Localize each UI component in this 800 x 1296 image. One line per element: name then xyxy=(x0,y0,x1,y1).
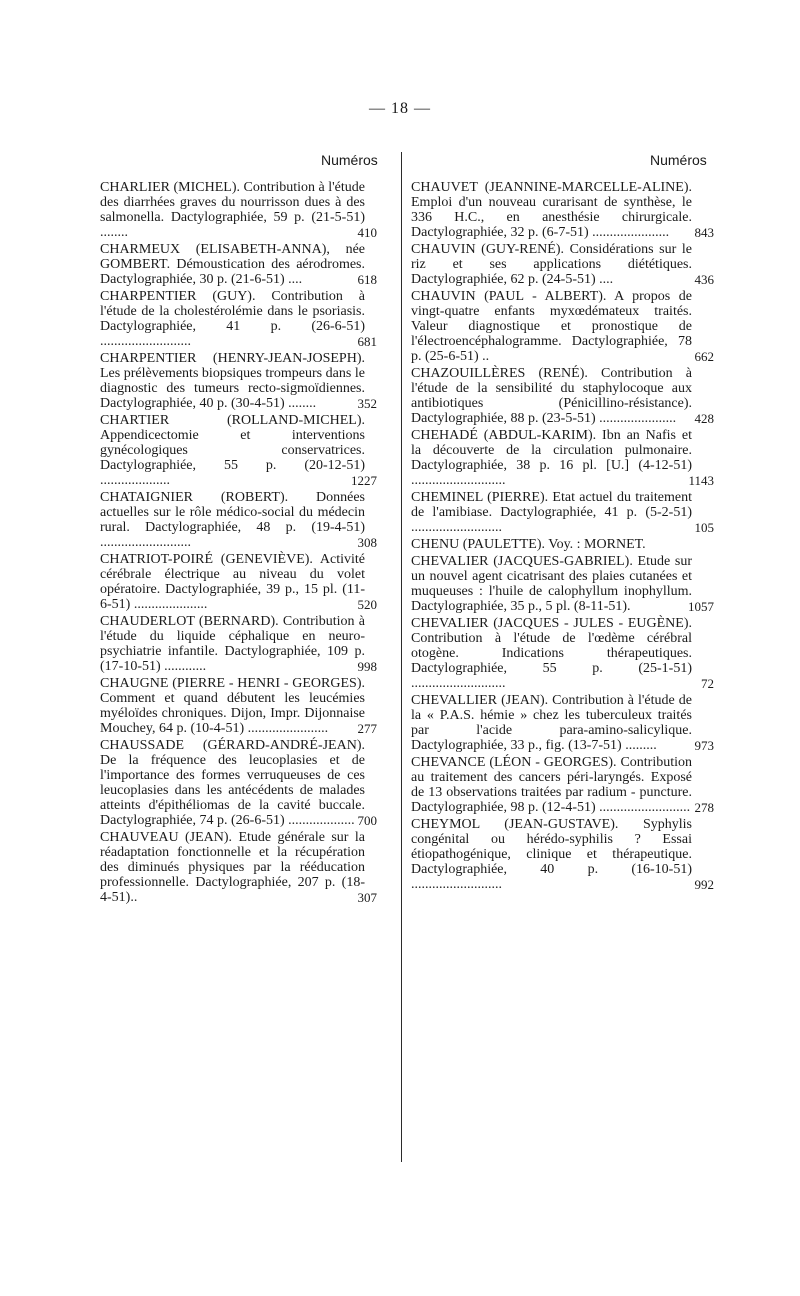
thesis-entry xyxy=(411,490,714,535)
entry-number: 308 xyxy=(357,535,377,550)
entry-text: CHEVALIER (JACQUES - JULES - EUGÈNE). Contribution à l'étude de l'œdème cérébral otogène. Indications thérapeutiques. Dactylographiée, 55 p. (25-1-51) ........................... xyxy=(411,616,692,691)
thesis-entry xyxy=(100,830,377,905)
thesis-entry xyxy=(411,366,714,426)
entry-text: CHENU (PAULETTE). Voy. : MORNET. xyxy=(411,537,646,552)
thesis-entry xyxy=(100,351,377,411)
thesis-entry xyxy=(411,554,714,614)
entry-text: CHEVALIER (JACQUES-GABRIEL). Etude sur un nouvel agent cicatrisant des plaies cutanées et muqueuses : l'huile de calophyllum inophyllum. Dactylographiée, 35 p., 5 pl. (8-11-51). xyxy=(411,554,692,614)
entry-number: 992 xyxy=(694,877,714,892)
entry-text: CHEHADÉ (ABDUL-KARIM). Ibn an Nafis et la découverte de la circulation pulmonaire. Dactylographiée, 38 p. 16 pl. [U.] (4-12-51) ........................... xyxy=(411,428,692,488)
entry-text: CHAUSSADE (GÉRARD-ANDRÉ-JEAN). De la fréquence des leucoplasies et de l'importance des formes verruqueuses de ces leucoplasies dans les antécédents de malades atteints d'épithéliomas de la cavité buccale. Dactylographiée, 74 p. (26-6-51) ................... xyxy=(100,738,365,828)
entry-number: 307 xyxy=(357,890,377,905)
entry-text: CHATRIOT-POIRÉ (GENEVIÈVE). Activité cérébrale électrique au niveau du volet opératoire. Dactylographiée, 39 p., 15 pl. (11-6-51) ..................... xyxy=(100,552,365,612)
entry-number: 436 xyxy=(694,272,714,287)
thesis-entry xyxy=(411,616,714,691)
thesis-entry xyxy=(411,537,714,552)
entry-text: CHARTIER (ROLLAND-MICHEL). Appendicectomie et interventions gynécologiques conservatrices. Dactylographiée, 55 p. (20-12-51) .................... xyxy=(100,413,365,488)
entry-text: CHEYMOL (JEAN-GUSTAVE). Syphylis congénital ou hérédo-syphilis ? Essai étiopathogénique, clinique et thérapeutique. Dactylographiée, 40 p. (16-10-51) .......................... xyxy=(411,817,692,892)
entry-number: 843 xyxy=(694,225,714,240)
entry-number: 520 xyxy=(357,597,377,612)
thesis-entry xyxy=(411,180,714,240)
thesis-entry xyxy=(411,693,714,753)
entry-number: 410 xyxy=(357,225,377,240)
entry-text: CHAUVET (JEANNINE-MARCELLE-ALINE). Emploi d'un nouveau curarisant de synthèse, le 336 H.C., en anesthésie chirurgicale. Dactylographiée, 32 p. (6-7-51) ...................... xyxy=(411,180,692,240)
entry-number: 428 xyxy=(694,411,714,426)
entry-number: 618 xyxy=(357,272,377,287)
thesis-entry xyxy=(100,552,377,612)
entry-number: 278 xyxy=(694,800,714,815)
thesis-entry xyxy=(100,180,377,240)
page-number: — 18 — xyxy=(369,100,431,117)
entry-number: 72 xyxy=(701,676,714,691)
entry-text: CHEMINEL (PIERRE). Etat actuel du traitement de l'amibiase. Dactylographiée, 41 p. (5-2-51) .......................... xyxy=(411,490,692,535)
entry-number: 700 xyxy=(357,813,377,828)
entry-text: CHAUVEAU (JEAN). Etude générale sur la réadaptation fonctionnelle et la récupération des diminués physiques par la rééducation professionnelle. Dactylographiée, 207 p. (18-4-51).. xyxy=(100,830,365,905)
thesis-entry xyxy=(100,413,377,488)
left-column xyxy=(100,180,377,907)
entry-text: CHARLIER (MICHEL). Contribution à l'étude des diarrhées graves du nourrisson dues à des salmonella. Dactylographiée, 59 p. (21-5-51) ........ xyxy=(100,180,365,240)
entry-number: 277 xyxy=(357,721,377,736)
thesis-entry xyxy=(411,817,714,892)
left-entries xyxy=(100,180,377,905)
column-heading-left: Numéros xyxy=(321,152,378,168)
entry-text: CHAUDERLOT (BERNARD). Contribution à l'étude du liquide céphalique en neuro-psychiatrie infantile. Dactylographiée, 109 p. (17-10-51) ............ xyxy=(100,614,365,674)
entry-text: CHEVANCE (LÉON - GEORGES). Contribution au traitement des cancers péri-laryngés. Exposé de 13 observations traitées par radium - puncture. Dactylographiée, 98 p. (12-4-51) .......................... xyxy=(411,755,692,815)
entry-text: CHAUGNE (PIERRE - HENRI - GEORGES). Comment et quand débutent les leucémies myéloïdes chroniques. Dijon, Impr. Dijonnaise Mouchey, 64 p. (10-4-51) ....................... xyxy=(100,676,365,736)
thesis-entry xyxy=(411,755,714,815)
thesis-entry xyxy=(411,242,714,287)
entry-text: CHAUVIN (GUY-RENÉ). Considérations sur le riz et ses applications diététiques. Dactylographiée, 62 p. (24-5-51) .... xyxy=(411,242,692,287)
column-divider xyxy=(401,152,402,1162)
entry-number: 998 xyxy=(357,659,377,674)
entry-number: 352 xyxy=(357,396,377,411)
thesis-entry xyxy=(100,242,377,287)
entry-number: 662 xyxy=(694,349,714,364)
entry-number: 1227 xyxy=(351,473,377,488)
entry-text: CHARPENTIER (GUY). Contribution à l'étude de la cholestérolémie dans le psoriasis. Dactylographiée, 41 p. (26-6-51) .......................... xyxy=(100,289,365,349)
entry-number: 973 xyxy=(694,738,714,753)
entry-text: CHATAIGNIER (ROBERT). Données actuelles sur le rôle médico-social du médecin rural. Dactylographiée, 48 p. (19-4-51) .......................... xyxy=(100,490,365,550)
entry-number: 1057 xyxy=(688,599,714,614)
thesis-entry xyxy=(411,428,714,488)
entry-text: CHAZOUILLÈRES (RENÉ). Contribution à l'étude de la sensibilité du staphylocoque aux antibiotiques (Pénicillino-résistance). Dactylographiée, 88 p. (23-5-51) ...................... xyxy=(411,366,692,426)
entry-number: 105 xyxy=(694,520,714,535)
entry-number: 681 xyxy=(357,334,377,349)
thesis-entry xyxy=(411,289,714,364)
thesis-entry xyxy=(100,490,377,550)
entry-text: CHAUVIN (PAUL - ALBERT). A propos de vingt-quatre enfants myxœdémateux traités. Valeur diagnostique et pronostique de l'électroencéphalogramme. Dactylographiée, 78 p. (25-6-51) .. xyxy=(411,289,692,364)
thesis-entry xyxy=(100,289,377,349)
column-heading-right: Numéros xyxy=(650,152,707,168)
thesis-entry xyxy=(100,676,377,736)
right-entries xyxy=(411,180,714,892)
entry-text: CHEVALLIER (JEAN). Contribution à l'étude de la « P.A.S. hémie » chez les tuberculeux traités par l'acide para-amino-salicylique. Dactylographiée, 33 p., fig. (13-7-51) ......... xyxy=(411,693,692,753)
right-column xyxy=(411,180,714,894)
entry-text: CHARMEUX (ELISABETH-ANNA), née GOMBERT. Démoustication des aérodromes. Dactylographiée, 30 p. (21-6-51) .... xyxy=(100,242,365,287)
entry-text: CHARPENTIER (HENRY-JEAN-JOSEPH). Les prélèvements biopsiques trompeurs dans le diagnostic des tumeurs recto-sigmoïdiennes. Dactylographiée, 40 p. (30-4-51) ........ xyxy=(100,351,365,411)
thesis-entry xyxy=(100,738,377,828)
thesis-entry xyxy=(100,614,377,674)
entry-number: 1143 xyxy=(688,473,714,488)
